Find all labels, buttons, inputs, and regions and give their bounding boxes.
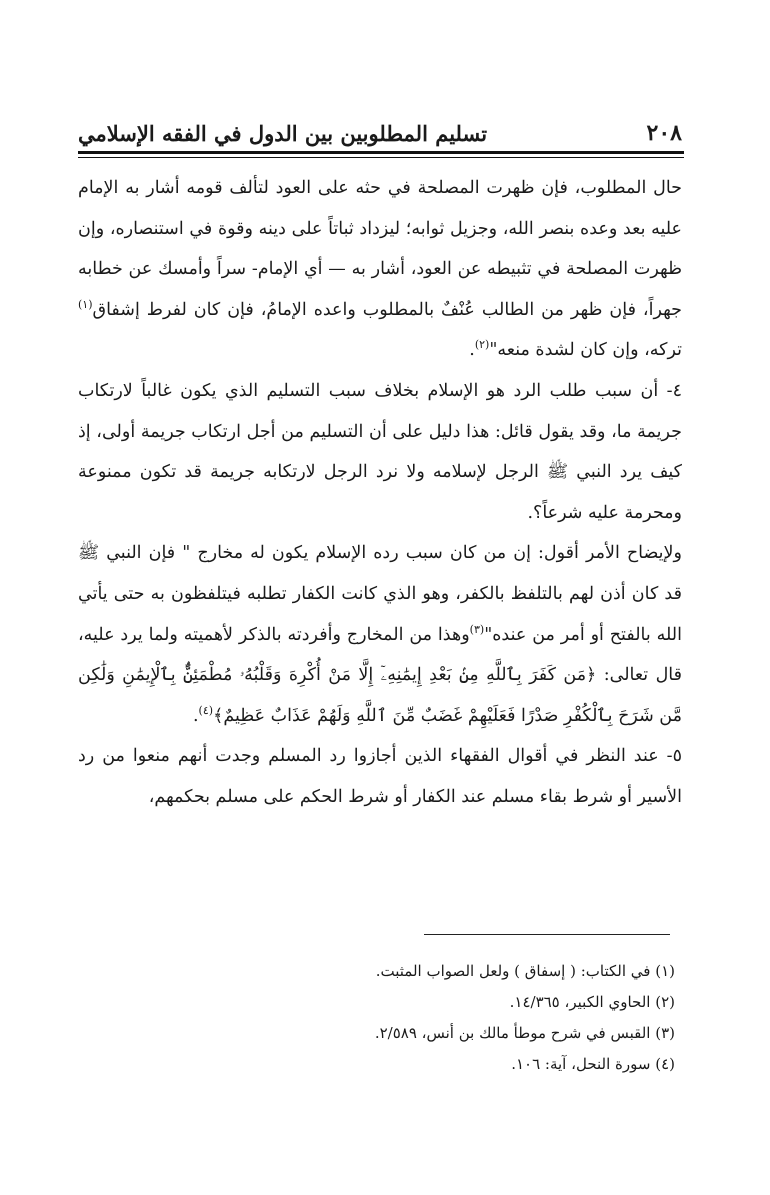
header-rule-thin bbox=[78, 157, 684, 158]
quran-verse: وهذا من المخارج وأفردته بالذكر لأهميته ولما يرد عليه، قال تعالى: ﴿مَن كَفَرَ بِٱللَّهِ مِنۢ بَعْدِ إِيمَٰنِهِۦٓ إِلَّا مَنْ أُكْرِهَ وَقَلْبُهُۥ مُطْمَئِنٌّۢ بِٱلْإِيمَٰنِ وَلَٰكِن مَّن شَرَحَ بِٱلْكُفْرِ صَدْرًا فَعَلَيْهِمْ غَضَبٌ مِّنَ ٱللَّهِ وَلَهُمْ عَذَابٌ عَظِيمٌ﴾ bbox=[78, 624, 682, 726]
footnote-ref-4: (٤) bbox=[198, 703, 214, 717]
header-rule-thick bbox=[78, 151, 684, 154]
footnote-3: (٣) القبس في شرح موطأ مالك بن أنس، ٢/٥٨٩. bbox=[374, 1024, 675, 1042]
paragraph-1-end: . bbox=[469, 340, 475, 361]
footnote-ref-3: (٣) bbox=[469, 622, 485, 636]
footnote-separator bbox=[424, 934, 670, 935]
body-text bbox=[78, 168, 682, 818]
paragraph-1 bbox=[78, 168, 682, 371]
page-number: ٢٠٨ bbox=[646, 120, 682, 146]
page-header bbox=[78, 118, 682, 148]
paragraph-1-text: حال المطلوب، فإن ظهرت المصلحة في حثه على العود لتألف قومه أشار به الإمام عليه بعد وعده بنصر الله، وجزيل ثوابه؛ ليزداد ثباتاً على دينه وقوة في استنصاره، وإن ظهرت المصلحة في تثبيطه عن العود، أشار به — أي الإمام- سراً وأمسك عن خطابه جهراً، فإن ظهر من الطالب عُنْفٌ بالمطلوب واعده الإمامُ، فإن كان لفرط إشفاق bbox=[78, 178, 682, 320]
running-title: تسليم المطلوبين بين الدول في الفقه الإسلامي bbox=[78, 120, 488, 146]
footnote-1: (١) في الكتاب: ( إسفاق ) ولعل الصواب المثبت. bbox=[375, 962, 675, 980]
paragraph-3-end: . bbox=[192, 705, 199, 726]
footnote-4: (٤) سورة النحل، آية: ١٠٦. bbox=[511, 1055, 675, 1073]
paragraph-4: ٥- عند النظر في أقوال الفقهاء الذين أجازوا رد المسلم وجدت أنهم منعوا من رد الأسير أو شرط بقاء مسلم عند الكفار أو شرط الحكم على مسلم بحكمهم، bbox=[78, 746, 682, 807]
paragraph-3 bbox=[78, 533, 682, 736]
footnote-ref-1: (١) bbox=[78, 297, 93, 311]
paragraph-2: ٤- أن سبب طلب الرد هو الإسلام بخلاف سبب التسليم الذي يكون غالباً لارتكاب جريمة ما، وقد يقول قائل: هذا دليل على أن التسليم من أجل ارتكاب جريمة أولى، إذ كيف يرد النبي ﷺ الرجل لإسلامه ولا نرد الرجل لارتكابه جريمة قد تكون ممنوعة ومحرمة عليه شرعاً؟. bbox=[78, 380, 682, 523]
footnote-2: (٢) الحاوي الكبير، ١٤/٣٦٥. bbox=[509, 993, 675, 1011]
paragraph-1-mid: تركه، وإن كان لشدة منعه" bbox=[489, 340, 682, 361]
footnotes bbox=[78, 956, 675, 1080]
paragraph-3-start: ولإيضاح الأمر أقول: إن من كان سبب رده الإسلام يكون له مخارج " فإن النبي ﷺ قد كان أذن لهم بالتلفظ بالكفر، وهو الذي كانت الكفار تطلبه فيتلفظون به حتى يأتي الله بالفتح أو أمر من عنده" bbox=[78, 543, 682, 645]
footnote-ref-2: (٢) bbox=[474, 338, 490, 352]
